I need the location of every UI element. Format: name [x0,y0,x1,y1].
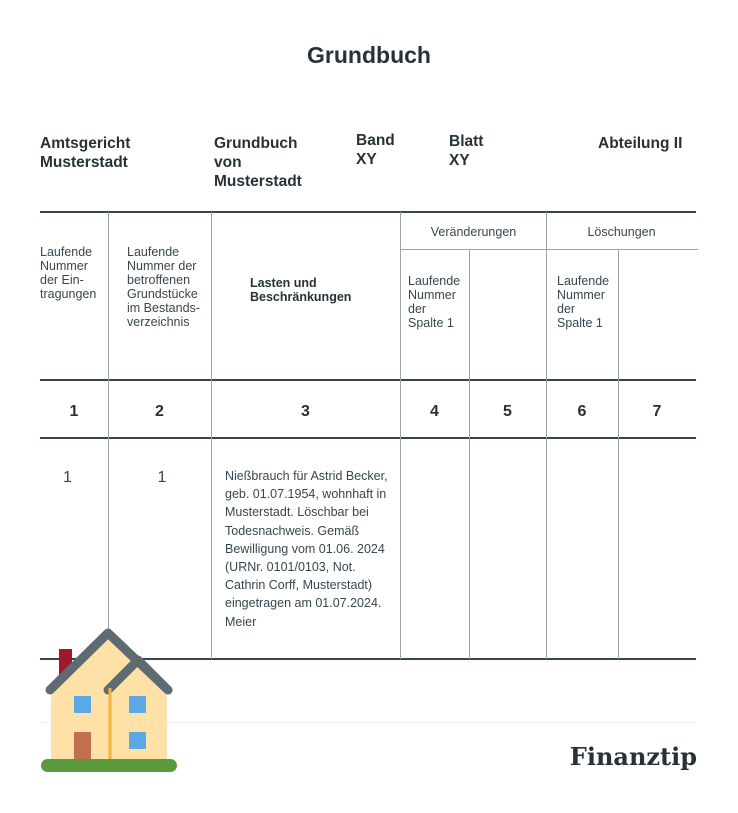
deletions-group-header: Löschungen [587,225,656,239]
header-line: Nummer der [127,259,197,273]
header-line: betroffenen [127,273,191,287]
band-line: Band [356,132,395,149]
blatt-label [449,132,483,170]
column-number: 3 [301,403,310,420]
entry-line: Bewilligung vom 01.06. 2024 [225,541,385,556]
header-line: Nummer [557,288,605,302]
col-divider-3 [400,212,401,659]
col3-header [250,276,351,304]
court-line: Musterstadt [40,154,128,171]
column-number: 2 [155,403,164,420]
header-line: Spalte 1 [557,316,603,330]
column-number: 5 [503,403,512,420]
entry-line: Todesnachweis. Gemäß [225,523,360,538]
col-divider-5 [546,212,547,659]
column-number: 4 [430,403,439,420]
page-title: Grundbuch [307,42,431,68]
entry-line: Musterstadt. Löschbar bei [225,505,369,520]
header-bottom-rule [40,379,696,381]
header-line: Laufende [127,245,180,259]
column-number: 6 [577,403,587,420]
col-divider-4 [469,250,470,659]
window-icon [74,696,91,713]
header-line: Lasten und [250,276,317,290]
group-header-rule [400,249,698,250]
book-line: Grundbuch [214,135,298,152]
header-line: Laufende [557,274,610,288]
header-line: Laufende [40,245,93,259]
header-line: der [557,302,576,316]
brand-logo: Finanztip [569,742,697,771]
band-label [356,131,395,169]
entry-line: geb. 01.07.1954, wohnhaft in [225,487,387,502]
door-icon [74,732,91,760]
header-line: im Bestands- [127,301,200,315]
col-divider-1 [108,212,109,659]
header-line: Nummer [40,259,88,273]
column-number: 1 [69,403,79,420]
header-line: der Ein- [40,273,84,287]
column-number: 7 [652,403,662,420]
entry-line: Meier [225,614,257,629]
encumbrance-text [225,467,397,631]
book-label [214,134,302,191]
entry-line: Nießbrauch für Astrid Becker, [225,469,388,483]
header-line: der [408,302,427,316]
header-line: verzeichnis [127,315,190,329]
col6-header [557,274,609,330]
header-line: Grundstücke [127,287,198,301]
court-line: Amtsgericht [40,135,131,152]
window-icon [129,696,146,713]
band-line: XY [356,151,377,168]
header-line: Laufende [408,274,461,288]
book-line: von [214,154,242,171]
header-line: Beschränkungen [250,290,352,304]
col1-header [40,245,96,301]
numbers-bottom-rule [40,437,696,439]
section-label: Abteilung II [598,135,683,152]
entry-number: 1 [63,469,72,486]
entry-line: eingetragen am 01.07.2024. [225,596,382,611]
entry-line: Cathrin Corff, Musterstadt) [225,578,373,593]
book-line: Musterstadt [214,173,302,190]
header-line: Spalte 1 [408,316,454,330]
table-top-rule [40,211,696,213]
col-divider-6 [618,250,619,659]
header-line: tragungen [40,287,97,301]
changes-group-header: Veränderungen [430,225,517,239]
plot-number: 1 [157,469,167,486]
grass [41,759,177,772]
col-divider-2 [211,212,212,659]
window-icon [129,732,146,749]
col2-header [127,245,200,329]
col4-header [408,274,460,330]
blatt-line: XY [449,152,470,169]
court-label [40,134,130,172]
house-illustration [38,624,183,776]
blatt-line: Blatt [449,133,484,150]
header-line: Nummer [408,288,456,302]
entry-line: (URNr. 0101/0103, Not. [225,560,356,575]
